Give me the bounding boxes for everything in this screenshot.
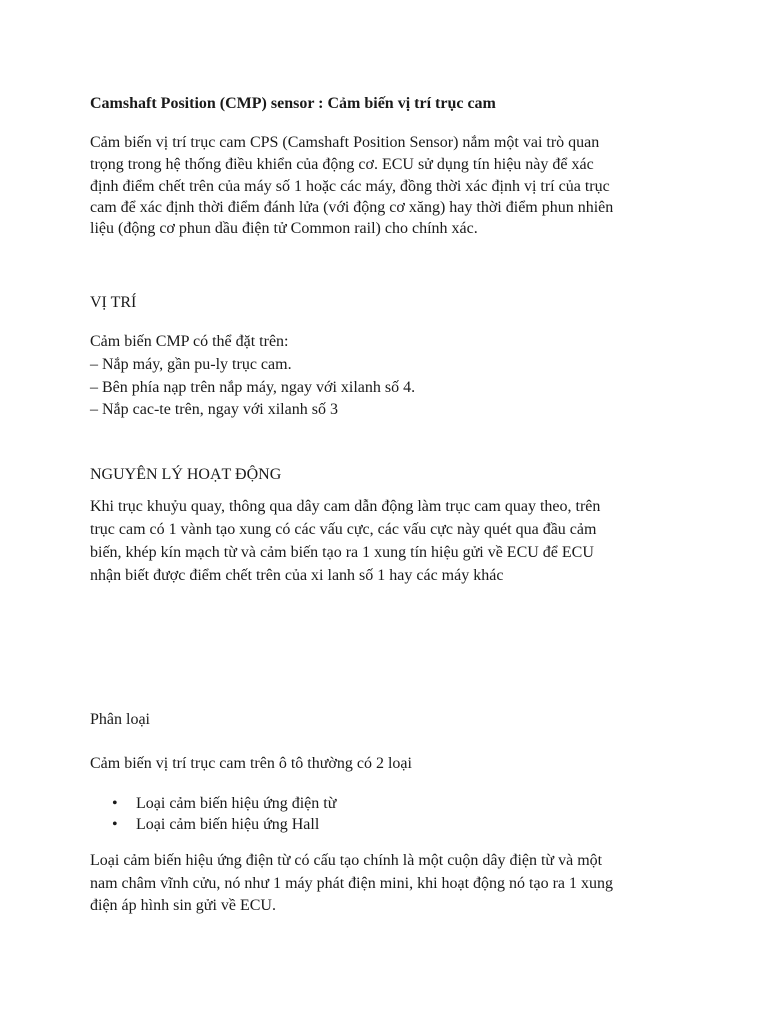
principle-line: biến, khép kín mạch từ và cảm biến tạo ra 1 xung tín hiệu gửi về ECU để ECU xyxy=(90,544,594,561)
intro-line: định điểm chết trên của máy số 1 hoặc các máy, đồng thời xác định vị trí của trục xyxy=(90,178,610,195)
location-line: – Bên phía nạp trên nắp máy, ngay với xilanh số 4. xyxy=(90,379,416,396)
classification-list xyxy=(90,793,336,835)
location-line: Cảm biến CMP có thể đặt trên: xyxy=(90,333,289,350)
principle-line: nhận biết được điểm chết trên của xi lanh số 1 hay các máy khác xyxy=(90,567,504,584)
classification-heading: Phân loại xyxy=(90,711,150,728)
location-line: – Nắp máy, gần pu-ly trục cam. xyxy=(90,356,292,373)
location-heading: VỊ TRÍ xyxy=(90,294,137,311)
classification-intro: Cảm biến vị trí trục cam trên ô tô thường có 2 loại xyxy=(90,755,412,772)
list-item: • Loại cảm biến hiệu ứng Hall xyxy=(90,814,336,835)
intro-line: Cảm biến vị trí trục cam CPS (Camshaft Position Sensor) nắm một vai trò quan xyxy=(90,134,600,151)
electromagnetic-line: điện áp hình sin gửi về ECU. xyxy=(90,897,276,914)
principle-heading: NGUYÊN LÝ HOẠT ĐỘNG xyxy=(90,466,282,483)
document-title: Camshaft Position (CMP) sensor : Cảm biến vị trí trục cam xyxy=(90,95,496,112)
electromagnetic-line: nam châm vĩnh cửu, nó như 1 máy phát điện mini, khi hoạt động nó tạo ra 1 xung xyxy=(90,875,614,892)
intro-line: liệu (động cơ phun dầu điện tử Common rail) cho chính xác. xyxy=(90,220,478,237)
intro-line: cam để xác định thời điểm đánh lửa (với động cơ xăng) hay thời điểm phun nhiên xyxy=(90,199,614,216)
location-line: – Nắp cac-te trên, ngay với xilanh số 3 xyxy=(90,401,338,418)
electromagnetic-line: Loại cảm biến hiệu ứng điện từ có cấu tạo chính là một cuộn dây điện từ và một xyxy=(90,852,603,869)
principle-line: trục cam có 1 vành tạo xung có các vấu cực, các vấu cực này quét qua đầu cảm xyxy=(90,521,597,538)
list-item: • Loại cảm biến hiệu ứng điện từ xyxy=(90,793,336,814)
intro-line: trọng trong hệ thống điều khiển của động cơ. ECU sử dụng tín hiệu này để xác xyxy=(90,156,594,173)
principle-line: Khi trục khuỷu quay, thông qua dây cam dẫn động làm trục cam quay theo, trên xyxy=(90,498,601,515)
